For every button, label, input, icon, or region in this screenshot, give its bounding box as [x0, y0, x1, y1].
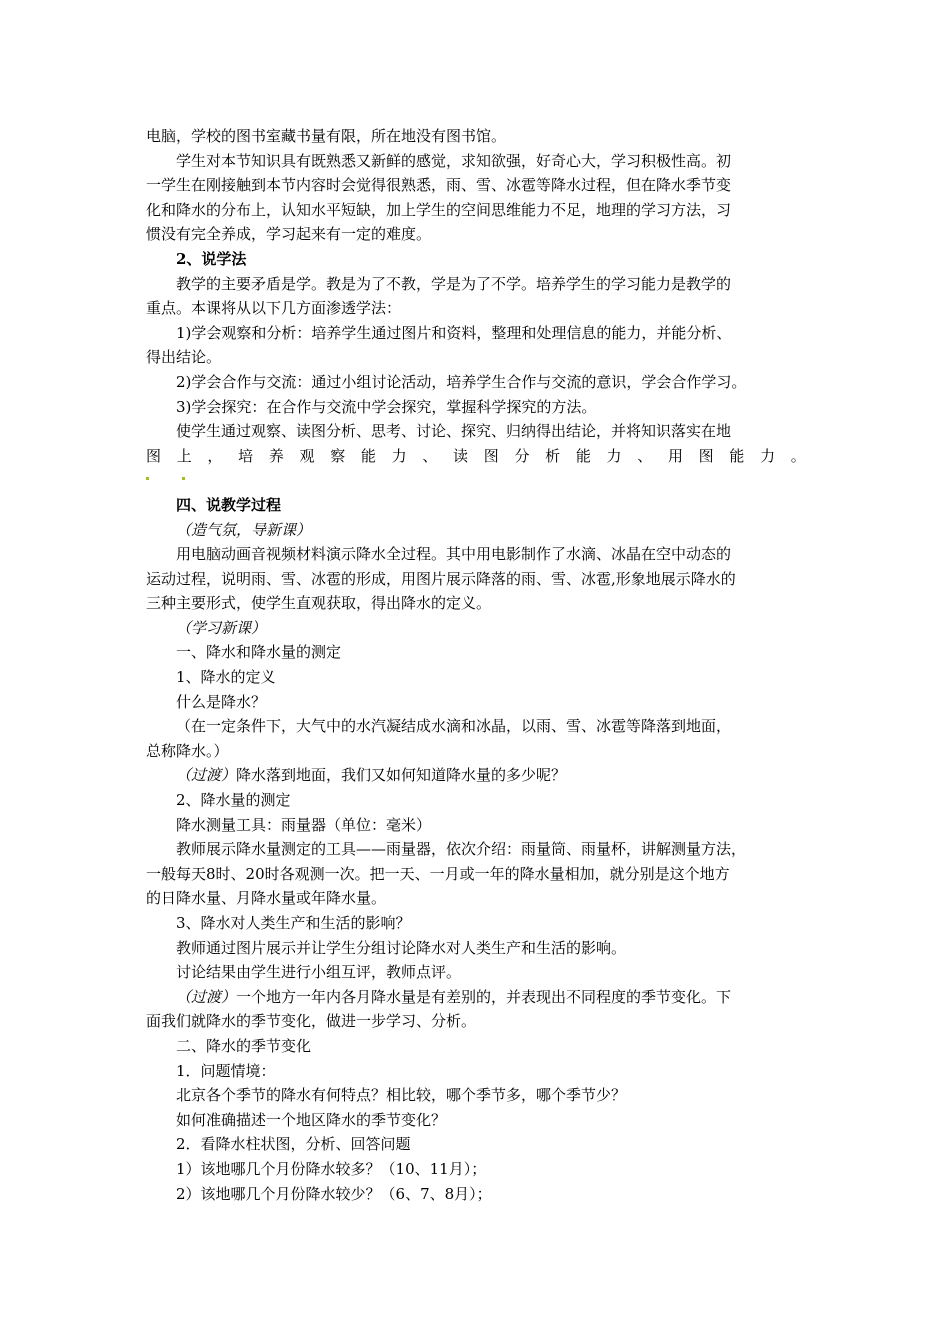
text-line: 总称降水。） — [146, 741, 229, 760]
text-line: 的日降水量、月降水量或年降水量。 — [146, 889, 387, 908]
spread-char: 上 — [176, 446, 192, 465]
spread-char: 能 — [729, 446, 745, 465]
text-line — [146, 763, 806, 788]
spread-char: ， — [207, 446, 223, 465]
text-line: 教学的主要矛盾是学。教是为了不教，学是为了不学。培养学生的学习能力是教学的 — [176, 274, 732, 293]
spread-char: 图 — [698, 446, 714, 465]
text-line: 惯没有完全养成，学习起来有一定的难度。 — [146, 225, 432, 244]
text-line: 3)学会探究：在合作与交流中学会探究，掌握科学探究的方法。 — [176, 397, 597, 416]
spread-char: 能 — [360, 446, 376, 465]
text-line: 得出结论。 — [146, 348, 222, 367]
text-line — [146, 985, 806, 1010]
spread-char: 图 — [483, 446, 499, 465]
transition-text: 降水落到地面，我们又如何知道降水量的多少呢？ — [236, 766, 567, 785]
mark-dot — [182, 477, 185, 480]
spread-char: 力 — [391, 446, 407, 465]
text-line: 2）该地哪几个月份降水较少？（6、7、8月）； — [176, 1184, 492, 1203]
text-line: 三种主要形式，使学生直观获取，得出降水的定义。 — [146, 594, 492, 613]
text-line: 1)学会观察和分析：培养学生通过图片和资料，整理和处理信息的能力，并能分析、 — [176, 323, 732, 342]
text-line: 北京各个季节的降水有何特点？相比较，哪个季节多，哪个季节少？ — [176, 1086, 627, 1105]
text-line: 运动过程，说明雨、雪、冰雹的形成，用图片展示降落的雨、雪、冰雹,形象地展示降水的 — [146, 569, 736, 588]
spread-char: 、 — [637, 446, 653, 465]
text-line: 一般每天8时、20时各观测一次。把一天、一月或一年的降水量相加，就分别是这个地方 — [146, 864, 730, 883]
text-line: 一、降水和降水量的测定 — [176, 643, 342, 662]
text-line: 学生对本节知识具有既熟悉又新鲜的感觉，求知欲强，好奇心大，学习积极性高。初 — [176, 151, 732, 170]
text-line: 2)学会合作与交流：通过小组讨论活动，培养学生合作与交流的意识，学会合作学习。 — [176, 372, 747, 391]
text-line: 2．看降水柱状图，分析、回答问题 — [176, 1135, 411, 1154]
spread-text-line — [146, 444, 806, 469]
text-line: 教师通过图片展示并让学生分组讨论降水对人类生产和生活的影响。 — [176, 938, 627, 957]
text-line: 化和降水的分布上，认知水平短缺，加上学生的空间思维能力不足，地理的学习方法，习 — [146, 200, 732, 219]
section-heading: 2、说学法 — [176, 249, 247, 268]
text-line: 如何准确描述一个地区降水的季节变化？ — [176, 1110, 447, 1129]
spread-char: 察 — [330, 446, 346, 465]
text-line: 使学生通过观察、读图分析、思考、讨论、探究、归纳得出结论，并将知识落实在地 — [176, 422, 732, 441]
text-line: 什么是降水？ — [176, 692, 267, 711]
text-line: 用电脑动画音视频材料演示降水全过程。其中用电影制作了水滴、冰晶在空中动态的 — [176, 545, 732, 564]
text-line: 教师展示降水量测定的工具——雨量器，依次介绍：雨量筒、雨量杯，讲解测量方法， — [176, 840, 747, 859]
spread-char: 。 — [790, 446, 806, 465]
subheading: （学习新课） — [176, 618, 267, 637]
transition-label: （过渡） — [176, 987, 237, 1006]
text-line: 1）该地哪几个月份降水较多？（10、11月）； — [176, 1159, 487, 1178]
spread-char: 图 — [146, 446, 162, 465]
document-body — [146, 124, 806, 1206]
text-line: 1、降水的定义 — [176, 668, 276, 687]
spread-char: 析 — [545, 446, 561, 465]
spread-char: 观 — [299, 446, 315, 465]
spread-char: 分 — [514, 446, 530, 465]
text-line: 面我们就降水的季节变化，做进一步学习、分析。 — [146, 1012, 477, 1031]
section-heading: 四、说教学过程 — [176, 495, 282, 514]
subheading: （造气氛，导新课） — [176, 520, 312, 539]
spread-char: 培 — [238, 446, 254, 465]
text-line: 3、降水对人类生产和生活的影响？ — [176, 914, 411, 932]
text-line: 二、降水的季节变化 — [176, 1036, 312, 1055]
transition-text: 一个地方一年内各月降水量是有差别的，并表现出不同程度的季节变化。下 — [236, 987, 732, 1006]
text-line: 一学生在刚接触到本节内容时会觉得很熟悉，雨、雪、冰雹等降水过程，但在降水季节变 — [146, 176, 732, 195]
text-line: 讨论结果由学生进行小组互评，教师点评。 — [176, 963, 462, 982]
spread-char: 养 — [268, 446, 284, 465]
spread-char: 、 — [422, 446, 438, 465]
mark-dot — [146, 477, 149, 480]
text-line: 降水测量工具：雨量器（单位：毫米） — [176, 815, 432, 834]
text-line: 1．问题情境： — [176, 1061, 276, 1080]
text-line: （在一定条件下，大气中的水汽凝结成水滴和冰晶，以雨、雪、冰雹等降落到地面， — [176, 717, 732, 736]
spread-char: 用 — [667, 446, 683, 465]
text-line: 重点。本课将从以下几方面渗透学法： — [146, 299, 402, 318]
transition-label: （过渡） — [176, 766, 237, 785]
spread-char: 能 — [575, 446, 591, 465]
spread-char: 读 — [453, 446, 469, 465]
text-line: 电脑，学校的图书室藏书量有限，所在地没有图书馆。 — [146, 127, 507, 145]
spread-char: 力 — [606, 446, 622, 465]
blank-line — [146, 468, 806, 493]
spread-char: 力 — [760, 446, 776, 465]
text-line: 2、降水量的测定 — [176, 791, 291, 810]
